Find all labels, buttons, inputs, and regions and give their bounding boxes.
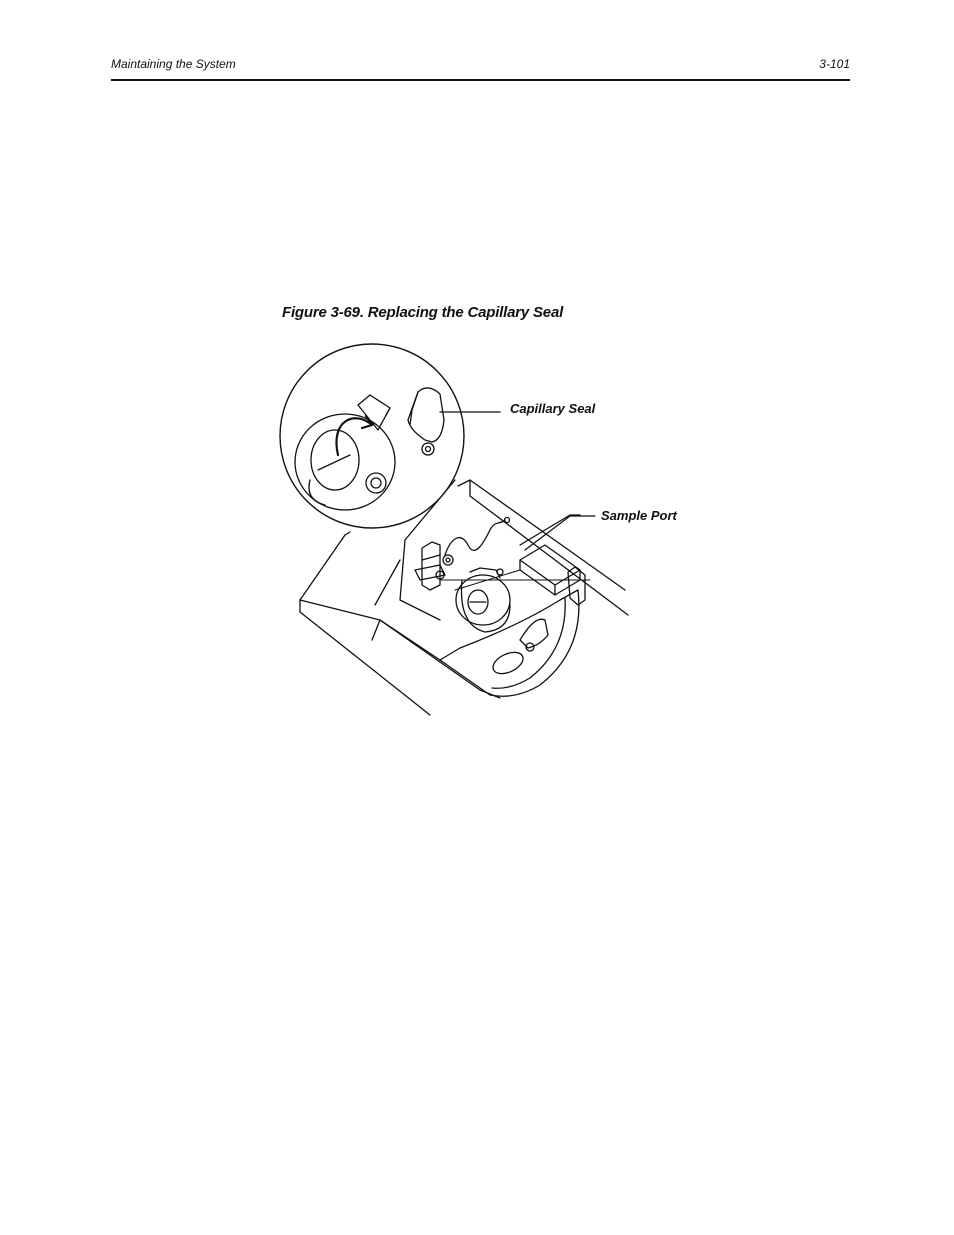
zoom-inset [280, 344, 464, 528]
running-header-page-number: 3-101 [819, 57, 850, 71]
figure-title: Figure 3-69. Replacing the Capillary Seal [282, 304, 564, 321]
callout-sample-port: Sample Port [601, 508, 677, 523]
running-header-section: Maintaining the System [111, 57, 236, 71]
capillary-tube [445, 518, 510, 556]
header-rule [111, 79, 850, 81]
callout-capillary-seal: Capillary Seal [510, 401, 596, 416]
capillary-seal-illustration [270, 330, 670, 730]
